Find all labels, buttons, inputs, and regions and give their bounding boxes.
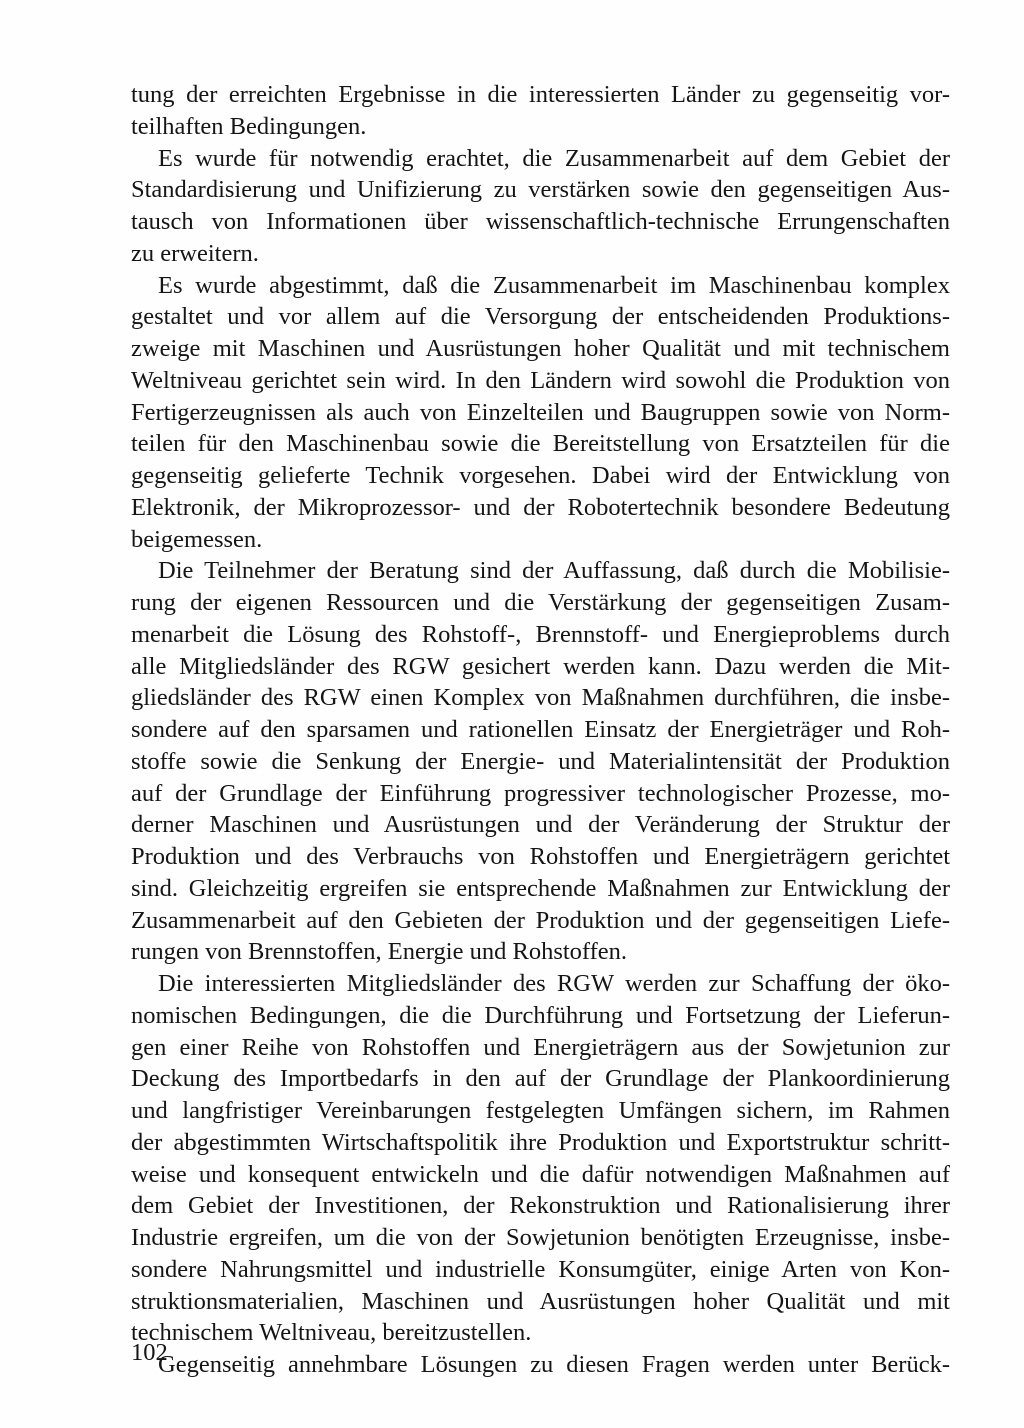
text-line: Elektronik, der Mikroprozessor- und der Robotertechnik besondere Bedeutung bbox=[131, 493, 950, 521]
text-line: dem Gebiet der Investitionen, der Rekonstruktion und Rationalisierung ihrer bbox=[131, 1192, 950, 1220]
text-line: Weltniveau gerichtet sein wird. In den Ländern wird sowohl die Produktion von bbox=[131, 366, 950, 394]
text-line: und langfristiger Vereinbarungen festgelegten Umfängen sichern, im Rahmen bbox=[131, 1097, 950, 1124]
text-line: beigemessen. bbox=[131, 525, 263, 553]
text-line: weise und konsequent entwickeln und die dafür notwendigen Maßnahmen auf bbox=[131, 1160, 950, 1188]
text-line: struktionsmaterialien, Maschinen und Ausrüstungen hoher Qualität und mit bbox=[131, 1287, 950, 1315]
text-line: sondere Nahrungsmittel und industrielle Konsumgüter, einige Arten von Kon- bbox=[131, 1255, 950, 1283]
text-line: technischem Weltniveau, bereitzustellen. bbox=[131, 1319, 532, 1347]
paragraph bbox=[131, 79, 950, 143]
text-line: tung der erreichten Ergebnisse in die interessierten Länder zu gegenseitig vor- bbox=[131, 81, 950, 108]
paragraph bbox=[131, 555, 950, 968]
text-line: stoffe sowie die Senkung der Energie- und Materialintensität der Produktion bbox=[131, 747, 950, 775]
text-line: gliedsländer des RGW einen Komplex von Maßnahmen durchführen, die insbe- bbox=[131, 684, 950, 712]
text-line: Fertigerzeugnissen als auch von Einzelteilen und Baugruppen sowie von Norm- bbox=[131, 398, 950, 426]
paragraph bbox=[131, 270, 950, 556]
text-line: Deckung des Importbedarfs in den auf der Grundlage der Plankoordinierung bbox=[131, 1065, 950, 1093]
text-line: menarbeit die Lösung des Rohstoff-, Brennstoff- und Energieproblems durch bbox=[131, 620, 950, 648]
text-line: Es wurde abgestimmt, daß die Zusammenarbeit im Maschinenbau komplex bbox=[158, 271, 950, 299]
text-line: Produktion und des Verbrauchs von Rohstoffen und Energieträgern gerichtet bbox=[131, 843, 950, 870]
text-line: gestaltet und vor allem auf die Versorgung der entscheidenden Produktions- bbox=[131, 303, 950, 331]
text-line: teilen für den Maschinenbau sowie die Bereitstellung von Ersatzteilen für die bbox=[131, 430, 950, 458]
text-line: zu erweitern. bbox=[131, 239, 259, 267]
text-line: Die Teilnehmer der Beratung sind der Auffassung, daß durch die Mobilisie- bbox=[158, 557, 950, 585]
text-line: sondere auf den sparsamen und rationellen Einsatz der Energieträger und Roh- bbox=[131, 716, 950, 743]
paragraph bbox=[131, 143, 950, 270]
text-line: rungen von Brennstoffen, Energie und Rohstoffen. bbox=[131, 938, 628, 966]
text-line: Standardisierung und Unifizierung zu verstärken sowie den gegenseitigen Aus- bbox=[131, 176, 950, 204]
text-line: teilhaften Bedingungen. bbox=[131, 112, 367, 140]
page-number: 102 bbox=[131, 1339, 168, 1366]
text-line: der abgestimmten Wirtschaftspolitik ihre Produktion und Exportstruktur schritt- bbox=[131, 1128, 950, 1156]
text-line: rung der eigenen Ressourcen und die Verstärkung der gegenseitigen Zusam- bbox=[131, 589, 950, 616]
text-line: Die interessierten Mitgliedsländer des RGW werden zur Schaffung der öko- bbox=[158, 970, 950, 997]
text-line: gen einer Reihe von Rohstoffen und Energieträgern aus der Sowjetunion zur bbox=[131, 1033, 950, 1061]
text-line: derner Maschinen und Ausrüstungen und der Veränderung der Struktur der bbox=[131, 811, 950, 839]
body-text bbox=[131, 79, 950, 1381]
text-line: auf der Grundlage der Einführung progressiver technologischer Prozesse, mo- bbox=[131, 779, 950, 807]
paragraph bbox=[131, 1349, 950, 1381]
text-line: zweige mit Maschinen und Ausrüstungen hoher Qualität und mit technischem bbox=[131, 335, 950, 362]
text-line: nomischen Bedingungen, die die Durchführung und Fortsetzung der Lieferun- bbox=[131, 1001, 950, 1029]
text-line: tausch von Informationen über wissenschaftlich-technische Errungenschaften bbox=[131, 208, 950, 235]
text-line: gegenseitig gelieferte Technik vorgesehen. Dabei wird der Entwicklung von bbox=[131, 462, 950, 489]
text-line: Gegenseitig annehmbare Lösungen zu diesen Fragen werden unter Berück- bbox=[158, 1351, 950, 1378]
text-line: Es wurde für notwendig erachtet, die Zusammenarbeit auf dem Gebiet der bbox=[158, 144, 950, 172]
text-line: Industrie ergreifen, um die von der Sowjetunion benötigten Erzeugnisse, insbe- bbox=[131, 1224, 950, 1251]
text-line: sind. Gleichzeitig ergreifen sie entsprechende Maßnahmen zur Entwicklung der bbox=[131, 874, 950, 902]
text-line: Zusammenarbeit auf den Gebieten der Produktion und der gegenseitigen Liefe- bbox=[131, 906, 950, 934]
text-line: alle Mitgliedsländer des RGW gesichert werden kann. Dazu werden die Mit- bbox=[131, 652, 950, 680]
paragraph bbox=[131, 968, 950, 1349]
